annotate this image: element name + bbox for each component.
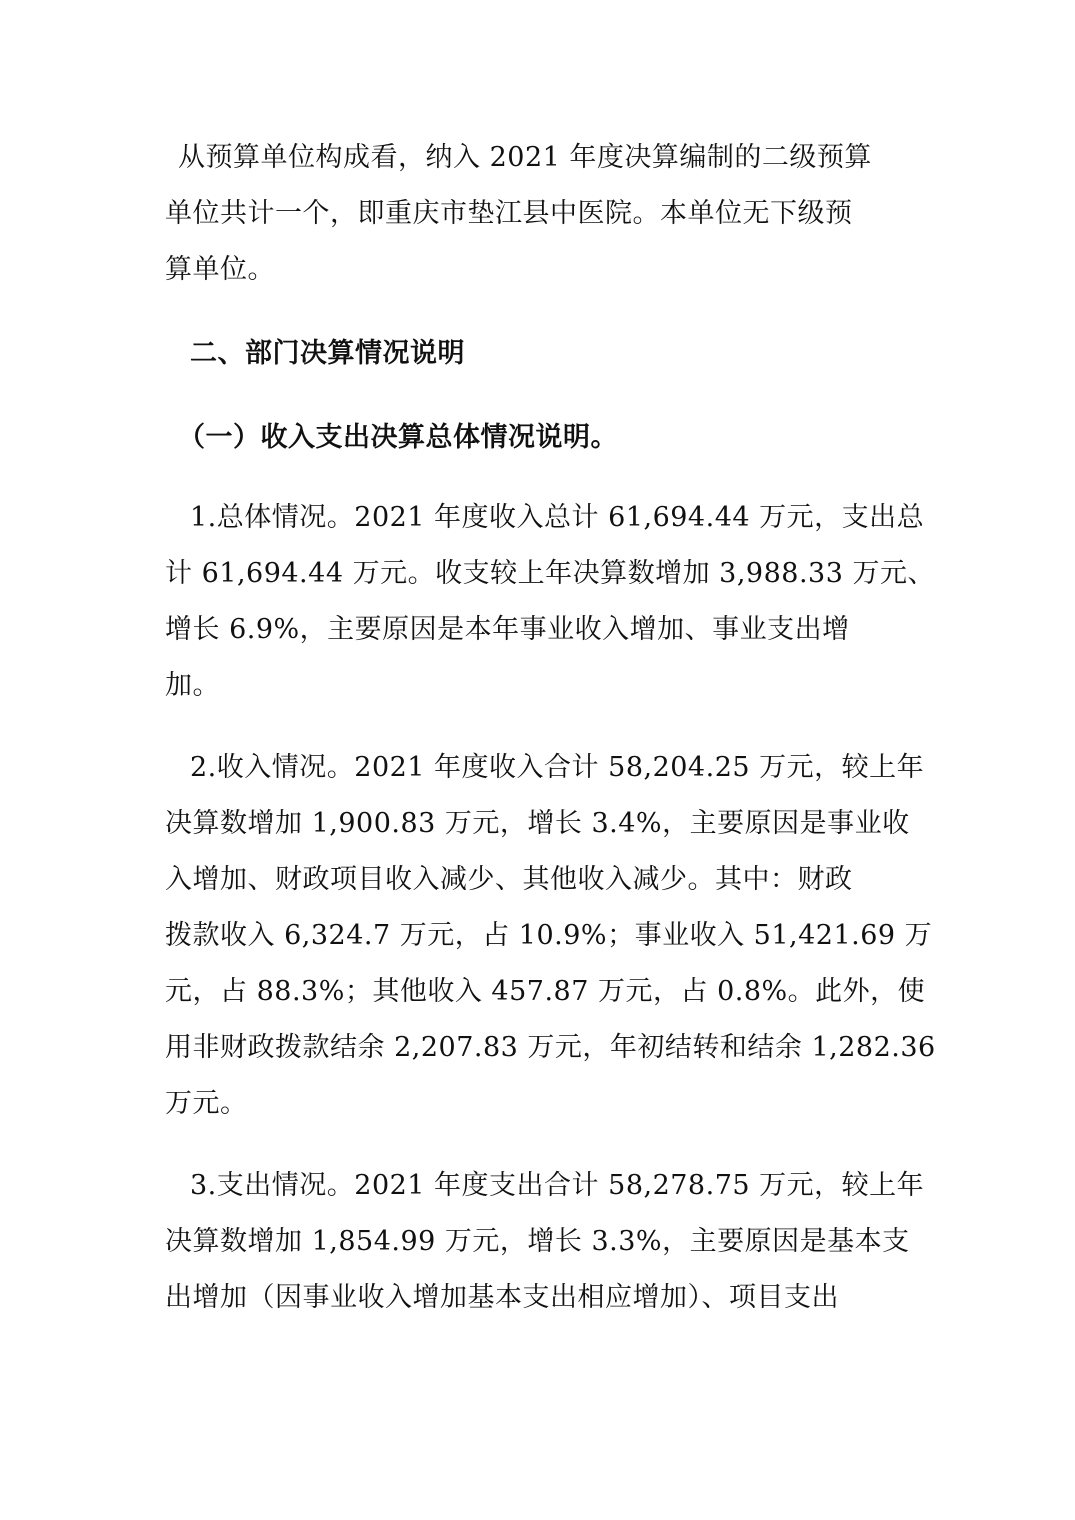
intro-line-2: 单位共计一个，即重庆市垫江县中医院。本单位无下级预 <box>165 198 853 229</box>
intro-line-1: 从预算单位构成看，纳入 2021 年度决算编制的二级预算 <box>178 142 872 173</box>
expense-line-3: 出增加（因事业收入增加基本支出相应增加）、项目支出 <box>165 1282 839 1313</box>
expense-line-2: 决算数增加 1,854.99 万元，增长 3.3%，主要原因是基本支 <box>165 1226 910 1257</box>
overall-line-3: 增长 6.9%，主要原因是本年事业收入增加、事业支出增 <box>165 614 850 645</box>
income-line-1: 2.收入情况。2021 年度收入合计 58,204.25 万元，较上年 <box>190 752 925 783</box>
section-heading: 二、部门决算情况说明 <box>190 338 465 369</box>
income-line-5: 元，占 88.3%；其他收入 457.87 万元，占 0.8%。此外，使 <box>165 976 926 1007</box>
overall-line-1: 1.总体情况。2021 年度收入总计 61,694.44 万元，支出总 <box>190 502 925 533</box>
subsection-heading: （一）收入支出决算总体情况说明。 <box>178 422 618 453</box>
expense-line-1: 3.支出情况。2021 年度支出合计 58,278.75 万元，较上年 <box>190 1170 925 1201</box>
overall-line-4: 加。 <box>165 670 220 701</box>
income-line-6: 用非财政拨款结余 2,207.83 万元，年初结转和结余 1,282.36 <box>165 1032 936 1063</box>
intro-line-3: 算单位。 <box>165 254 275 285</box>
income-line-4: 拨款收入 6,324.7 万元，占 10.9%；事业收入 51,421.69 万 <box>165 920 933 951</box>
overall-line-2: 计 61,694.44 万元。收支较上年决算数增加 3,988.33 万元、 <box>165 558 935 589</box>
income-line-7: 万元。 <box>165 1088 248 1119</box>
income-line-3: 入增加、财政项目收入减少、其他收入减少。其中：财政 <box>165 864 853 895</box>
income-line-2: 决算数增加 1,900.83 万元，增长 3.4%，主要原因是事业收 <box>165 808 910 839</box>
